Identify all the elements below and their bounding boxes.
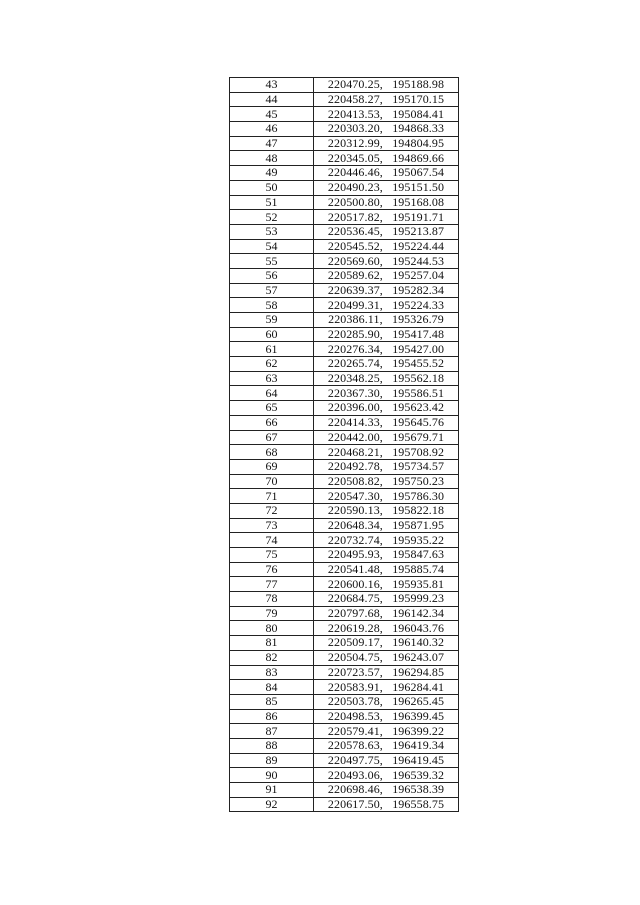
table-row (230, 665, 459, 680)
point-number-cell: 92 (230, 797, 314, 812)
point-number-cell: 86 (230, 709, 314, 724)
point-number-cell: 44 (230, 92, 314, 107)
point-number-cell: 45 (230, 107, 314, 122)
coordinates-table-body (230, 78, 459, 812)
point-number-cell: 43 (230, 78, 314, 93)
coordinates-cell: 220367.30, 195586.51 (314, 386, 459, 401)
coordinates-cell: 220545.52, 195224.44 (314, 239, 459, 254)
coordinates-cell: 220517.82, 195191.71 (314, 210, 459, 225)
table-row (230, 283, 459, 298)
table-row (230, 621, 459, 636)
table-row (230, 783, 459, 798)
coordinates-cell: 220503.78, 196265.45 (314, 694, 459, 709)
table-row (230, 636, 459, 651)
table-row (230, 694, 459, 709)
table-row (230, 562, 459, 577)
coordinates-cell: 220578.63, 196419.34 (314, 738, 459, 753)
table-row (230, 122, 459, 137)
point-number-cell: 63 (230, 371, 314, 386)
point-number-cell: 88 (230, 738, 314, 753)
table-row (230, 298, 459, 313)
table-row (230, 430, 459, 445)
coordinates-cell: 220414.33, 195645.76 (314, 415, 459, 430)
table-row (230, 724, 459, 739)
table-row (230, 680, 459, 695)
coordinates-cell: 220490.23, 195151.50 (314, 180, 459, 195)
coordinates-cell: 220579.41, 196399.22 (314, 724, 459, 739)
point-number-cell: 79 (230, 606, 314, 621)
coordinates-cell: 220583.91, 196284.41 (314, 680, 459, 695)
point-number-cell: 60 (230, 327, 314, 342)
point-number-cell: 91 (230, 783, 314, 798)
point-number-cell: 78 (230, 592, 314, 607)
point-number-cell: 74 (230, 533, 314, 548)
point-number-cell: 87 (230, 724, 314, 739)
point-number-cell: 81 (230, 636, 314, 651)
coordinates-cell: 220619.28, 196043.76 (314, 621, 459, 636)
point-number-cell: 73 (230, 518, 314, 533)
point-number-cell: 51 (230, 195, 314, 210)
coordinates-cell: 220458.27, 195170.15 (314, 92, 459, 107)
table-row (230, 548, 459, 563)
coordinates-cell: 220497.75, 196419.45 (314, 753, 459, 768)
point-number-cell: 58 (230, 298, 314, 313)
point-number-cell: 71 (230, 489, 314, 504)
table-row (230, 738, 459, 753)
point-number-cell: 57 (230, 283, 314, 298)
point-number-cell: 46 (230, 122, 314, 137)
coordinates-cell: 220797.68, 196142.34 (314, 606, 459, 621)
point-number-cell: 72 (230, 503, 314, 518)
coordinates-cell: 220508.82, 195750.23 (314, 474, 459, 489)
table-row (230, 180, 459, 195)
coordinates-cell: 220732.74, 195935.22 (314, 533, 459, 548)
coordinates-cell: 220541.48, 195885.74 (314, 562, 459, 577)
table-row (230, 768, 459, 783)
table-row (230, 151, 459, 166)
coordinates-cell: 220639.37, 195282.34 (314, 283, 459, 298)
point-number-cell: 80 (230, 621, 314, 636)
coordinates-cell: 220499.31, 195224.33 (314, 298, 459, 313)
point-number-cell: 48 (230, 151, 314, 166)
point-number-cell: 83 (230, 665, 314, 680)
table-row (230, 92, 459, 107)
coordinates-cell: 220723.57, 196294.85 (314, 665, 459, 680)
coordinates-cell: 220396.00, 195623.42 (314, 401, 459, 416)
table-row (230, 577, 459, 592)
point-number-cell: 77 (230, 577, 314, 592)
coordinates-cell: 220345.05, 194869.66 (314, 151, 459, 166)
table-row (230, 107, 459, 122)
point-number-cell: 66 (230, 415, 314, 430)
coordinates-cell: 220590.13, 195822.18 (314, 503, 459, 518)
coordinates-cell: 220684.75, 195999.23 (314, 592, 459, 607)
coordinates-cell: 220285.90, 195417.48 (314, 327, 459, 342)
point-number-cell: 68 (230, 445, 314, 460)
point-number-cell: 82 (230, 650, 314, 665)
coordinates-cell: 220386.11, 195326.79 (314, 313, 459, 328)
point-number-cell: 62 (230, 357, 314, 372)
point-number-cell: 50 (230, 180, 314, 195)
point-number-cell: 70 (230, 474, 314, 489)
coordinates-cell: 220446.46, 195067.54 (314, 166, 459, 181)
table-row (230, 268, 459, 283)
point-number-cell: 64 (230, 386, 314, 401)
coordinates-cell: 220265.74, 195455.52 (314, 357, 459, 372)
table-row (230, 254, 459, 269)
table-row (230, 166, 459, 181)
coordinates-table (229, 77, 459, 812)
coordinates-cell: 220468.21, 195708.92 (314, 445, 459, 460)
point-number-cell: 56 (230, 268, 314, 283)
point-number-cell: 90 (230, 768, 314, 783)
table-row (230, 210, 459, 225)
coordinates-cell: 220600.16, 195935.81 (314, 577, 459, 592)
table-row (230, 136, 459, 151)
table-row (230, 313, 459, 328)
coordinates-cell: 220617.50, 196558.75 (314, 797, 459, 812)
table-row (230, 753, 459, 768)
coordinates-cell: 220495.93, 195847.63 (314, 548, 459, 563)
coordinates-cell: 220413.53, 195084.41 (314, 107, 459, 122)
coordinates-cell: 220500.80, 195168.08 (314, 195, 459, 210)
table-row (230, 518, 459, 533)
point-number-cell: 47 (230, 136, 314, 151)
coordinates-cell: 220498.53, 196399.45 (314, 709, 459, 724)
table-row (230, 401, 459, 416)
point-number-cell: 76 (230, 562, 314, 577)
table-row (230, 239, 459, 254)
coordinates-cell: 220504.75, 196243.07 (314, 650, 459, 665)
table-row (230, 371, 459, 386)
point-number-cell: 53 (230, 224, 314, 239)
table-row (230, 415, 459, 430)
coordinates-cell: 220492.78, 195734.57 (314, 459, 459, 474)
point-number-cell: 84 (230, 680, 314, 695)
table-row (230, 342, 459, 357)
table-row (230, 474, 459, 489)
table-row (230, 592, 459, 607)
point-number-cell: 89 (230, 753, 314, 768)
point-number-cell: 55 (230, 254, 314, 269)
coordinates-cell: 220509.17, 196140.32 (314, 636, 459, 651)
point-number-cell: 59 (230, 313, 314, 328)
coordinates-cell: 220442.00, 195679.71 (314, 430, 459, 445)
coordinates-cell: 220547.30, 195786.30 (314, 489, 459, 504)
table-row (230, 650, 459, 665)
table-row (230, 445, 459, 460)
table-row (230, 386, 459, 401)
point-number-cell: 69 (230, 459, 314, 474)
coordinates-cell: 220569.60, 195244.53 (314, 254, 459, 269)
table-row (230, 489, 459, 504)
table-row (230, 503, 459, 518)
point-number-cell: 52 (230, 210, 314, 225)
point-number-cell: 85 (230, 694, 314, 709)
table-row (230, 606, 459, 621)
coordinates-cell: 220276.34, 195427.00 (314, 342, 459, 357)
coordinates-cell: 220648.34, 195871.95 (314, 518, 459, 533)
coordinates-cell: 220589.62, 195257.04 (314, 268, 459, 283)
point-number-cell: 65 (230, 401, 314, 416)
coordinates-cell: 220348.25, 195562.18 (314, 371, 459, 386)
table-row (230, 459, 459, 474)
table-row (230, 195, 459, 210)
coordinates-cell: 220536.45, 195213.87 (314, 224, 459, 239)
coordinates-cell: 220312.99, 194804.95 (314, 136, 459, 151)
table-row (230, 797, 459, 812)
table-row (230, 533, 459, 548)
coordinates-cell: 220698.46, 196538.39 (314, 783, 459, 798)
point-number-cell: 49 (230, 166, 314, 181)
coordinates-cell: 220470.25, 195188.98 (314, 78, 459, 93)
coordinates-cell: 220493.06, 196539.32 (314, 768, 459, 783)
table-row (230, 78, 459, 93)
point-number-cell: 75 (230, 548, 314, 563)
point-number-cell: 61 (230, 342, 314, 357)
table-row (230, 224, 459, 239)
table-row (230, 327, 459, 342)
coordinates-cell: 220303.20, 194868.33 (314, 122, 459, 137)
table-row (230, 357, 459, 372)
table-row (230, 709, 459, 724)
point-number-cell: 54 (230, 239, 314, 254)
point-number-cell: 67 (230, 430, 314, 445)
